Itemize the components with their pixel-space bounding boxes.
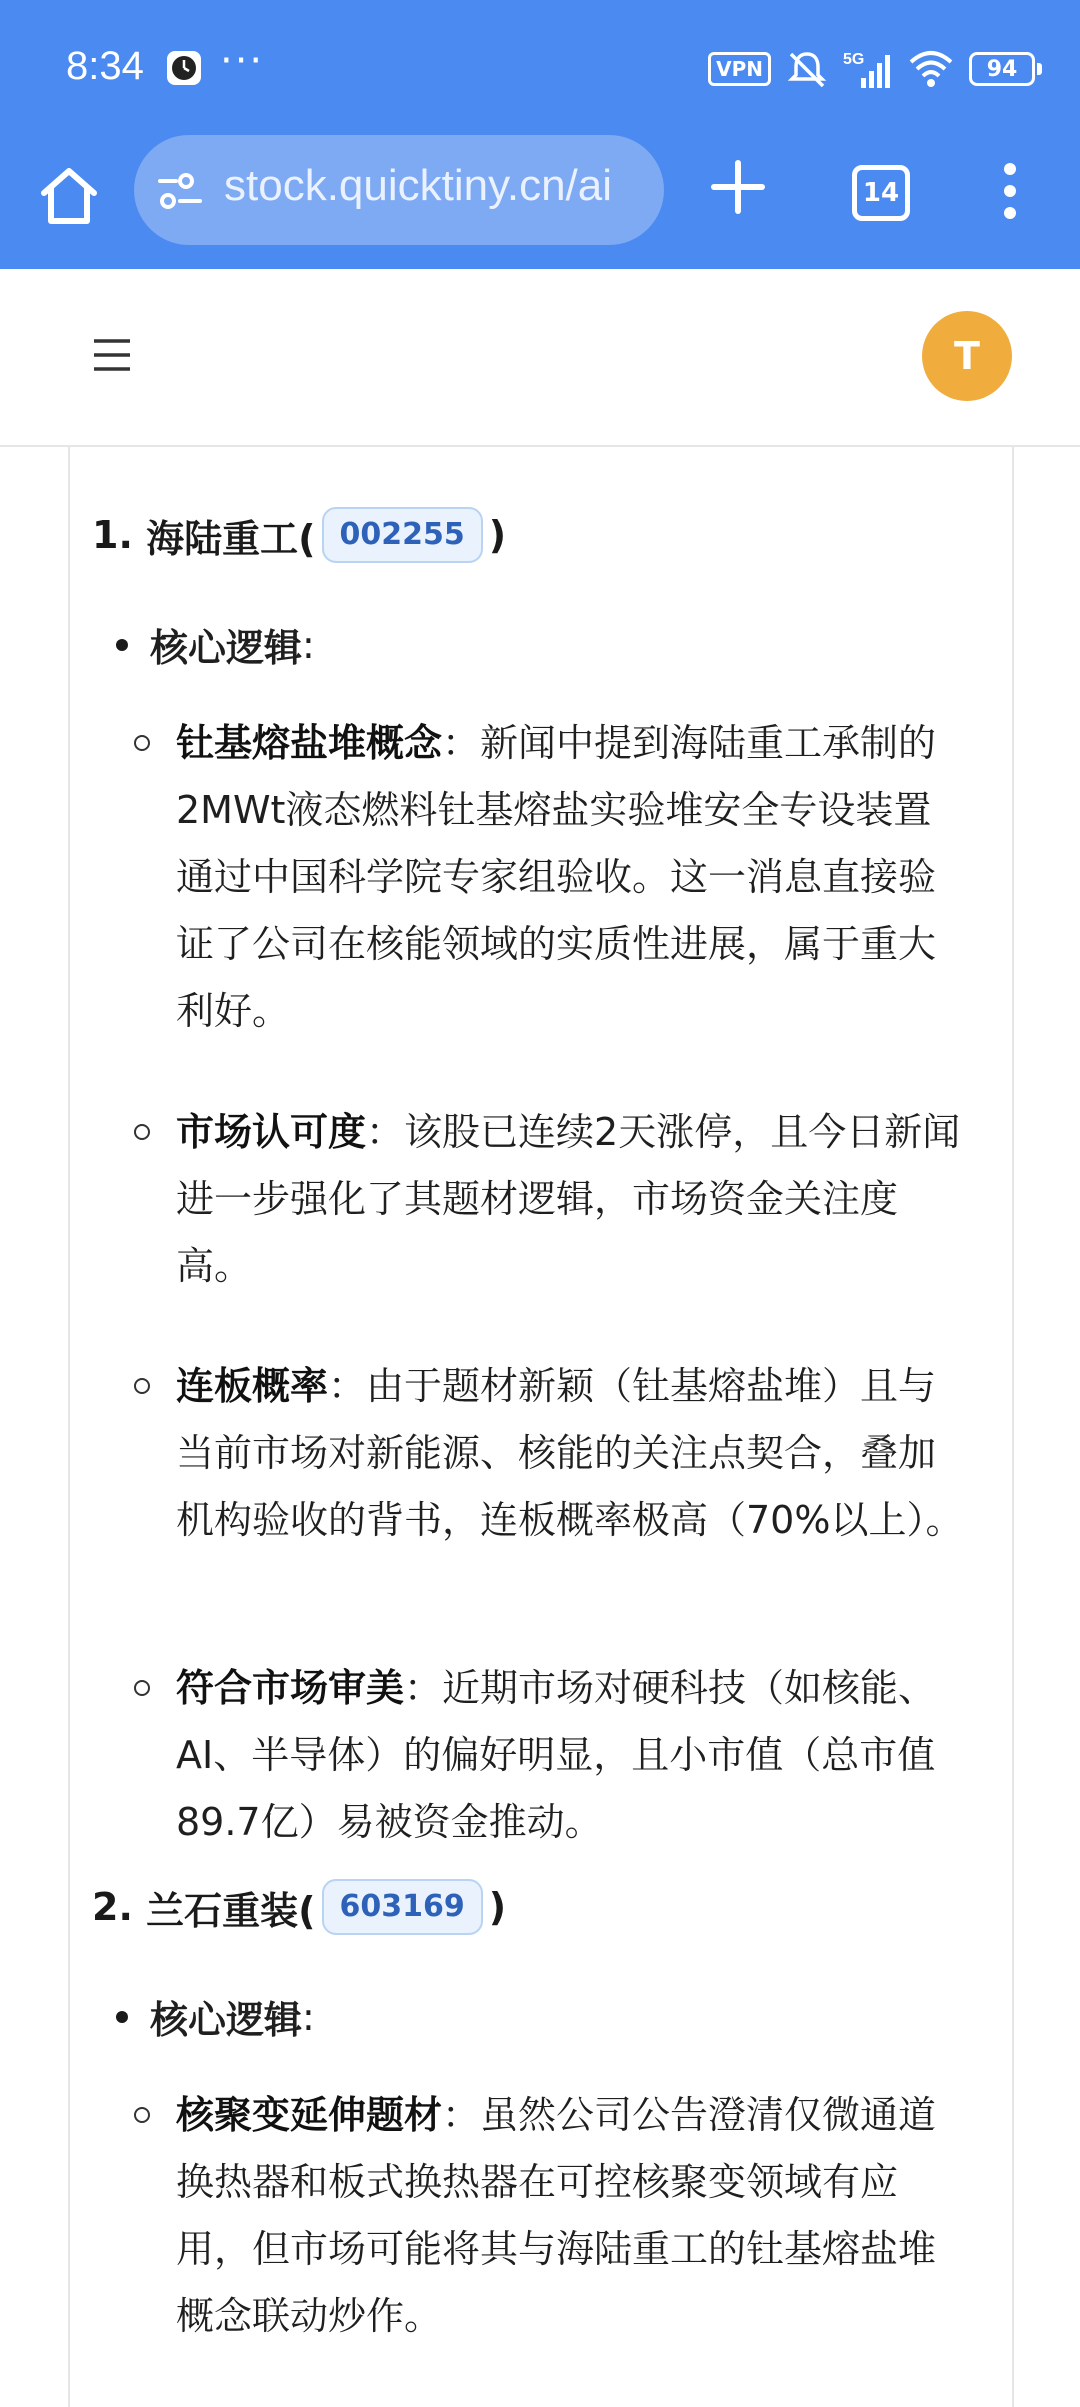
mute-icon [785, 48, 829, 90]
logic-point [176, 1353, 966, 1554]
new-tab-icon[interactable] [706, 155, 770, 219]
battery-level: 94 [969, 52, 1035, 86]
status-icons [708, 48, 1042, 90]
user-avatar[interactable]: T [922, 311, 1012, 401]
vpn-badge: VPN [708, 52, 771, 86]
site-header [0, 269, 1080, 447]
section-colon: : [302, 1994, 315, 2039]
address-bar[interactable] [134, 135, 664, 245]
signal-5g-icon [843, 48, 893, 90]
point-term: 市场认可度 [176, 1110, 367, 1154]
item-number: 1. [92, 513, 133, 557]
status-bar [0, 0, 1080, 135]
point-text: ：该股已连续2天涨停，且今日新闻进一步强化了其题材逻辑，市场资金关注度高。 [176, 1110, 961, 1288]
point-term: 连板概率 [176, 1364, 329, 1408]
battery-icon [969, 52, 1042, 86]
point-term: 核聚变延伸题材 [176, 2093, 443, 2137]
overflow-menu-icon[interactable] [998, 155, 1022, 227]
site-settings-icon[interactable] [156, 171, 204, 211]
browser-toolbar [0, 135, 1080, 269]
section-label-row [116, 617, 315, 672]
wifi-icon [907, 48, 955, 90]
home-icon[interactable] [34, 161, 104, 231]
point-text: ：新闻中提到海陆重工承制的2MWt液态燃料钍基熔盐实验堆安全专设装置通过中国科学院专家组验收。这一消息直接验证了公司在核能领域的实质性进展，属于重大利好。 [176, 721, 937, 1033]
more-notifications-icon: ··· [220, 38, 265, 84]
url-text[interactable]: stock.quicktiny.cn/ai [224, 161, 613, 210]
point-text: ：虽然公司公告澄清仅微通道换热器和板式换热器在可控核聚变领域有应用，但市场可能将其与海陆重工的钍基熔盐堆概念联动炒作。 [176, 2093, 937, 2338]
point-text: ：由于题材新颖（钍基熔盐堆）且与当前市场对新能源、核能的关注点契合，叠加机构验收的背书，连板概率极高（70%以上）。 [176, 1364, 964, 1542]
logic-point [176, 2082, 966, 2350]
logic-point [176, 1099, 966, 1300]
stock-code-chip[interactable]: 603169 [322, 1879, 483, 1935]
clock-app-icon [166, 50, 202, 86]
answer-card [68, 447, 1014, 2407]
bullet-circle [134, 1378, 150, 1394]
point-term: 钍基熔盐堆概念 [176, 721, 443, 765]
close-paren: ) [488, 1885, 507, 1929]
bullet-circle [134, 1680, 150, 1696]
stock-item-heading [92, 507, 506, 563]
section-label-row [116, 1989, 315, 2044]
stock-name: 兰石重装( [146, 1888, 316, 1933]
bullet-dot [116, 639, 128, 651]
bullet-circle [134, 2107, 150, 2123]
section-label: 核心逻辑 [150, 1998, 303, 2042]
item-number: 2. [92, 1885, 133, 1929]
close-paren: ) [488, 513, 507, 557]
section-label: 核心逻辑 [150, 626, 303, 670]
bullet-circle [134, 735, 150, 751]
section-colon: : [302, 622, 315, 667]
logic-point [176, 710, 966, 1045]
point-term: 符合市场审美 [176, 1666, 405, 1710]
svg-text:5G: 5G [843, 51, 865, 68]
hamburger-menu-icon[interactable] [92, 337, 132, 373]
status-time: 8:34 [66, 44, 144, 88]
tab-switcher-button[interactable]: 14 [852, 165, 910, 221]
stock-item-heading [92, 1879, 506, 1935]
stock-name: 海陆重工( [146, 516, 316, 561]
stock-code-chip[interactable]: 002255 [322, 507, 483, 563]
bullet-circle [134, 1124, 150, 1140]
point-text: ：近期市场对硬科技（如核能、AI、半导体）的偏好明显，且小市值（总市值89.7亿）易被资金推动。 [176, 1666, 937, 1844]
logic-point [176, 1655, 966, 1856]
bullet-dot [116, 2011, 128, 2023]
